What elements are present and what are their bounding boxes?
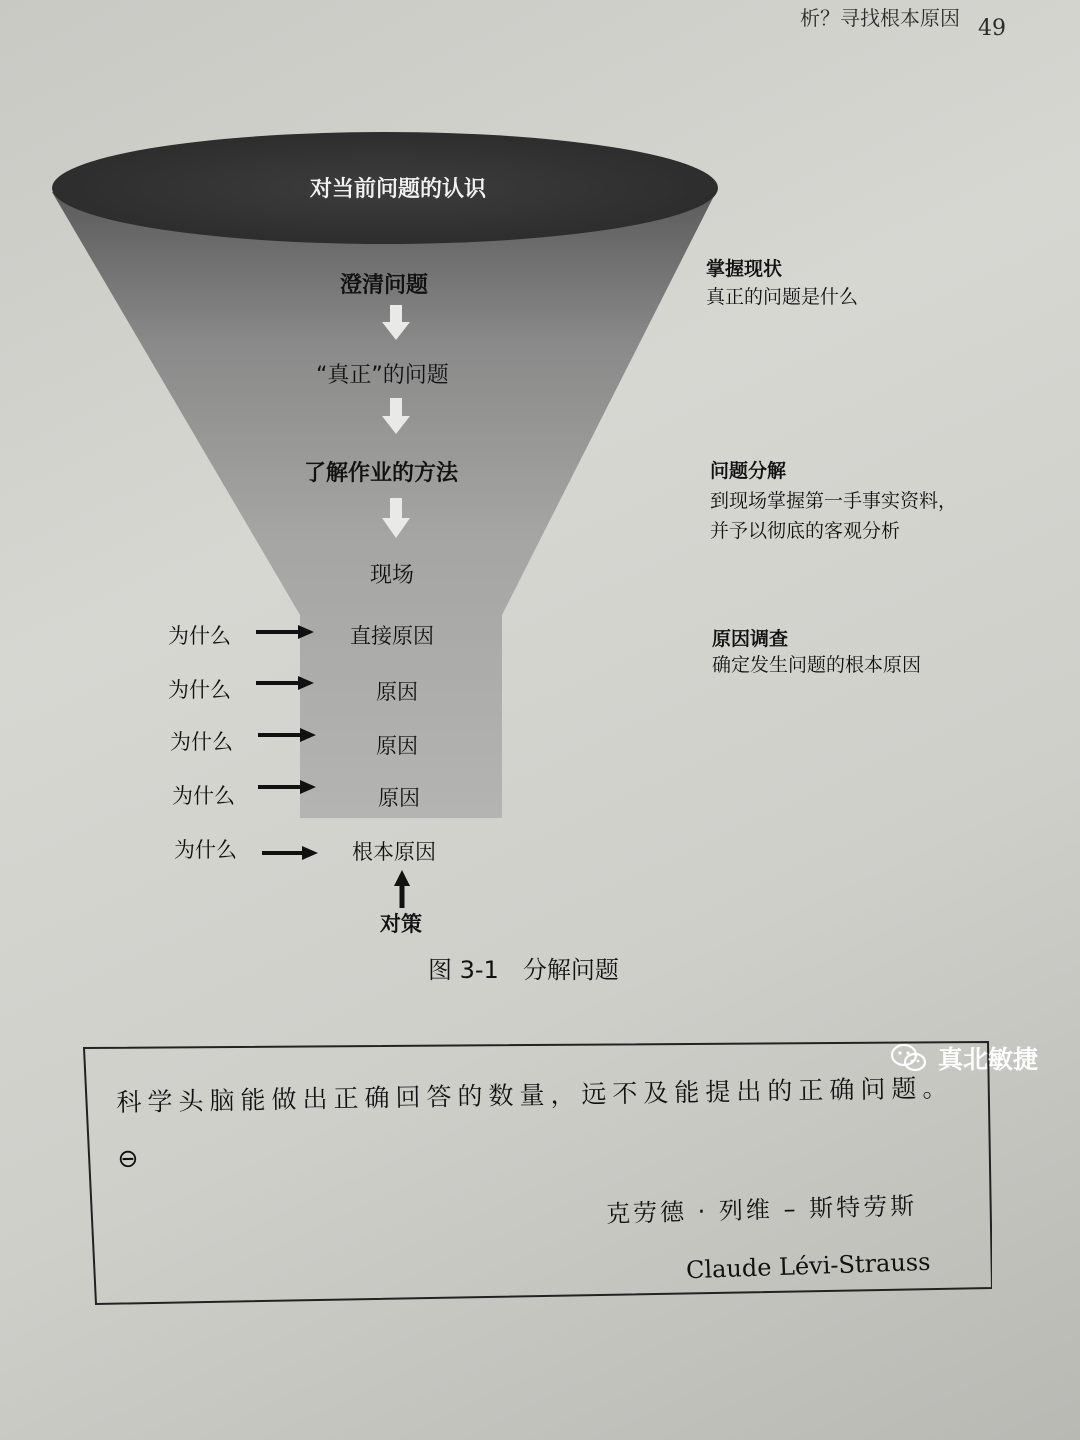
cause: 原因 <box>378 786 420 810</box>
side-note-line: 确定发生问题的根本原因 <box>712 654 922 676</box>
quote-author: 克劳德 · 列维 – 斯特劳斯 <box>605 1191 918 1229</box>
root-cause: 根本原因 <box>352 840 436 864</box>
cause: 原因 <box>376 680 418 704</box>
countermeasure: 对策 <box>380 912 422 936</box>
quote-text: 科学头脑能做出正确回答的数量，远不及能提出的正确问题。⊖ <box>116 1073 954 1173</box>
stage-clarify-problem: 澄清问题 <box>340 273 429 298</box>
side-note-heading: 原因调查 <box>712 628 789 650</box>
stage-understand-method: 了解作业的方法 <box>304 461 459 486</box>
quote-author-latin: Claude Lévi-Strauss <box>685 1247 931 1285</box>
why-label: 为什么 <box>172 784 235 808</box>
watermark <box>890 1040 1038 1076</box>
cause-direct: 直接原因 <box>350 624 434 648</box>
quote-box <box>82 1040 992 1306</box>
wechat-icon <box>890 1043 928 1073</box>
side-note-line: 并予以彻底的客观分析 <box>710 520 901 542</box>
cause: 原因 <box>376 734 418 758</box>
right-arrow-icon <box>262 846 318 860</box>
watermark-text: 真北敏捷 <box>938 1045 1039 1074</box>
side-note-heading: 问题分解 <box>710 460 787 482</box>
stage-real-problem: “真正”的问题 <box>316 363 449 388</box>
page-number: 49 <box>978 16 1006 41</box>
side-note-line: 真正的问题是什么 <box>706 286 859 308</box>
why-label: 为什么 <box>168 624 231 648</box>
side-note-heading: 掌握现状 <box>706 258 783 280</box>
up-arrow-icon <box>394 870 410 908</box>
why-label: 为什么 <box>170 730 233 754</box>
stage-site: 现场 <box>370 563 415 588</box>
side-note-line: 到现场掌握第一手事实资料， <box>710 490 958 512</box>
why-label: 为什么 <box>174 838 237 862</box>
why-label: 为什么 <box>168 678 231 702</box>
figure-caption: 图 3-1 分解问题 <box>428 956 619 984</box>
running-header: 析？寻找根本原因 <box>800 6 960 30</box>
funnel-top-label: 对当前问题的认识 <box>310 177 487 202</box>
